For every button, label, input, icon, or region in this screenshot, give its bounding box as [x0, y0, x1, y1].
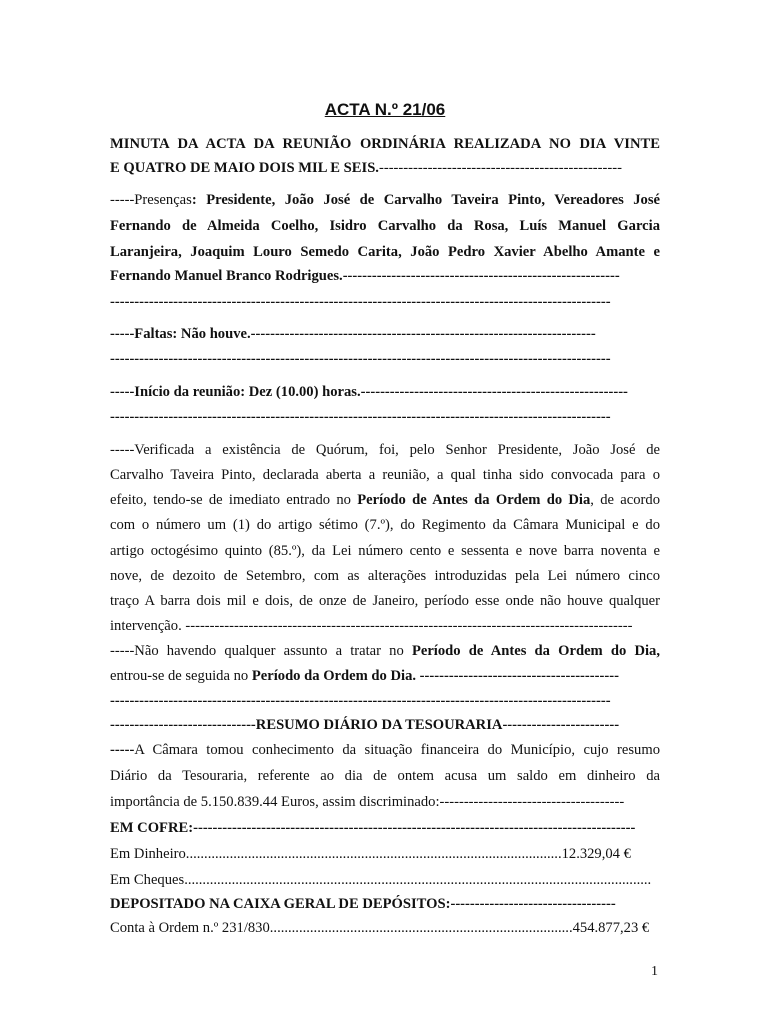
- conta-ordem-label: Conta à Ordem n.º 231/830: [110, 920, 270, 936]
- leader-dots: ................................................................................................................................: [184, 872, 652, 888]
- presencas-text: : Presidente, João José de Carvalho Taveira Pinto, Vereadores José: [191, 192, 660, 208]
- verificada-line-7: traço A barra dois mil e dois, de onze de Janeiro, período esse onde não houve qualquer: [110, 593, 660, 609]
- presencas-line-4: Fernando Manuel Branco Rodrigues.---------------------------------------------------------: [110, 268, 620, 284]
- page-number: 1: [651, 964, 658, 979]
- conta-ordem-row: [110, 918, 660, 938]
- nao-havendo-line-1: [110, 641, 660, 661]
- nao-havendo-dashes: -----------------------------------------: [416, 668, 619, 684]
- verificada-line-2: Carvalho Taveira Pinto, declarada aberta a reunião, a qual tinha sido convocada para o: [110, 467, 660, 483]
- resumo-dashes: -----: [110, 742, 135, 758]
- heading-line-2: [110, 158, 660, 178]
- nao-havendo-text: -----Não havendo qualquer assunto a tratar no: [110, 643, 412, 659]
- nao-havendo-text: entrou-se de seguida no: [110, 668, 252, 684]
- verificada-line-1: -----Verificada a existência de Quórum, foi, pelo Senhor Presidente, João José de: [110, 442, 660, 458]
- nao-havendo-bold: Período da Ordem do Dia.: [251, 668, 417, 684]
- verificada-text: efeito, tendo-se de imediato entrado no: [110, 492, 358, 508]
- presencas-line-2: Fernando de Almeida Coelho, Isidro Carvalho da Rosa, Luís Manuel Garcia: [110, 218, 660, 234]
- faltas-line-2: -------------------------------------------------------------------------------------------------------: [110, 351, 611, 367]
- leader-dots: .......................................................................................................: [185, 846, 562, 862]
- em-cheques-row: [110, 870, 660, 890]
- em-dinheiro-value: 12.329,04 €: [561, 846, 631, 862]
- heading-line-1: MINUTA DA ACTA DA REUNIÃO ORDINÁRIA REALIZADA NO DIA VINTE: [110, 136, 660, 152]
- nao-havendo-bold: Período de Antes da Ordem do Dia,: [411, 643, 660, 659]
- resumo-line-3: importância de 5.150.839.44 Euros, assim discriminado:--------------------------------------: [110, 794, 625, 810]
- verificada-line-5: artigo octogésimo quinto (85.º), da Lei número cento e sessenta e nove barra noventa e: [110, 543, 660, 559]
- inicio-line-2: -------------------------------------------------------------------------------------------------------: [110, 409, 611, 425]
- heading-text: E QUATRO DE MAIO DOIS MIL E SEIS.: [110, 160, 379, 176]
- em-dinheiro-row: [110, 844, 660, 864]
- em-cofre-heading: EM COFRE:-------------------------------------------------------------------------------------------: [110, 820, 636, 836]
- resumo-text: A Câmara tomou conhecimento da situação financeira do Município, cujo resumo: [134, 742, 660, 758]
- nao-havendo-line-2: [110, 666, 660, 686]
- cgd-heading: DEPOSITADO NA CAIXA GERAL DE DEPÓSITOS:----------------------------------: [110, 896, 616, 912]
- presencas-line-1: [110, 190, 660, 210]
- resumo-line-2: Diário da Tesouraria, referente ao dia de ontem acusa um saldo em dinheiro da: [110, 768, 660, 784]
- verificada-line-6: nove, de dezoito de Setembro, com as alterações introduzidas pela Lei número cinco: [110, 568, 660, 584]
- presencas-label: -----Presenças: [110, 192, 192, 208]
- leader-dots: ...................................................................................: [269, 920, 573, 936]
- presencas-line-3: Laranjeira, Joaquim Louro Semedo Carita, João Pedro Xavier Abelho Amante e: [110, 244, 660, 260]
- em-dinheiro-label: Em Dinheiro: [110, 846, 186, 862]
- inicio-line-1: -----Início da reunião: Dez (10.00) horas.-------------------------------------------------------: [110, 384, 628, 400]
- verificada-line-8: intervenção. --------------------------------------------------------------------------------------------: [110, 618, 633, 634]
- verificada-text: , de acordo: [590, 492, 660, 508]
- verificada-line-4: com o número um (1) do artigo sétimo (7.º), do Regimento da Câmara Municipal e do: [110, 517, 660, 533]
- nao-havendo-line-3: -------------------------------------------------------------------------------------------------------: [110, 693, 611, 709]
- resumo-heading: ------------------------------RESUMO DIÁRIO DA TESOURARIA------------------------: [110, 717, 620, 733]
- verificada-bold: Período de Antes da Ordem do Dia: [357, 492, 591, 508]
- faltas-line-1: -----Faltas: Não houve.-----------------------------------------------------------------------: [110, 326, 596, 342]
- document-title: ACTA N.º 21/06: [324, 100, 446, 119]
- heading-dashes: --------------------------------------------------: [378, 160, 622, 176]
- em-cheques-label: Em Cheques: [110, 872, 185, 888]
- verificada-line-3: [110, 490, 660, 510]
- conta-ordem-value: 454.877,23 €: [572, 920, 650, 936]
- resumo-line-1: [110, 740, 660, 760]
- presencas-line-5: -------------------------------------------------------------------------------------------------------: [110, 294, 611, 310]
